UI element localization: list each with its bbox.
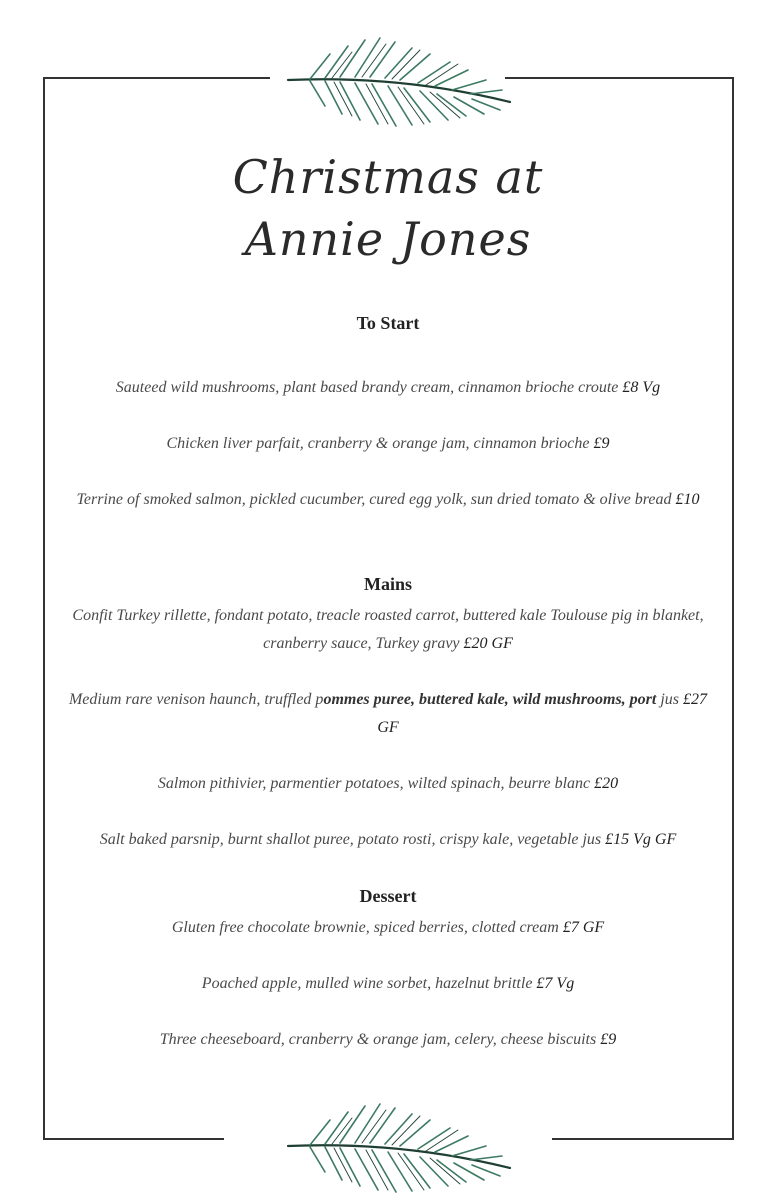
item-price: £20 GF — [463, 635, 513, 652]
item-description: Terrine of smoked salmon, pickled cucumber, cured egg yolk, sun dried tomato & olive bread — [76, 491, 672, 508]
item-price: £8 Vg — [622, 379, 661, 396]
item-description: Medium rare venison haunch, truffled p — [68, 691, 324, 708]
pine-sprig-icon — [280, 1096, 520, 1196]
frame-top-left — [43, 77, 270, 79]
item-price: £9 — [593, 435, 610, 452]
item-price: £7 GF — [562, 919, 605, 936]
menu-title-line-2: Annie Jones — [244, 212, 532, 266]
menu-item — [60, 826, 716, 854]
item-description: Gluten free chocolate brownie, spiced berries, clotted cream — [171, 919, 559, 936]
section-heading-dessert: Dessert — [359, 886, 417, 906]
item-description: Chicken liver parfait, cranberry & orange jam, cinnamon brioche — [166, 435, 590, 452]
item-description: Salt baked parsnip, burnt shallot puree, potato rosti, crispy kale, vegetable jus — [99, 831, 602, 848]
item-description-end: jus — [660, 691, 680, 708]
frame-top-right — [505, 77, 734, 79]
item-description: Poached apple, mulled wine sorbet, hazelnut brittle — [201, 975, 533, 992]
menu-item — [60, 1026, 716, 1054]
section-heading-mains: Mains — [363, 574, 412, 594]
menu-item — [60, 486, 716, 514]
menu-item — [60, 770, 716, 798]
menu-item — [60, 970, 716, 998]
frame-bottom-right — [552, 1138, 734, 1140]
item-price: £10 — [675, 491, 700, 508]
pine-sprig-icon — [280, 30, 520, 130]
item-description: Confit Turkey rillette, fondant potato, treacle roasted carrot, buttered kale Toulouse pig in blanket, cranberry sauce, Turkey gravy — [72, 607, 704, 652]
item-description: Three cheeseboard, cranberry & orange jam, celery, cheese biscuits — [159, 1031, 597, 1048]
menu-item — [60, 374, 716, 402]
menu-item — [60, 430, 716, 458]
item-description-bold: ommes puree, buttered kale, wild mushrooms, port — [323, 691, 657, 708]
item-price: £27 GF — [377, 691, 708, 736]
section-heading-start: To Start — [356, 313, 420, 333]
menu-item — [60, 914, 716, 942]
item-description: Salmon pithivier, parmentier potatoes, wilted spinach, beurre blanc — [157, 775, 591, 792]
item-price: £7 Vg — [536, 975, 575, 992]
menu-title-line-1: Christmas at — [232, 150, 544, 204]
frame-bottom-left — [43, 1138, 224, 1140]
item-description: Sauteed wild mushrooms, plant based brandy cream, cinnamon brioche croute — [115, 379, 619, 396]
item-price: £20 — [594, 775, 619, 792]
menu-item — [60, 602, 716, 658]
item-price: £15 Vg GF — [605, 831, 677, 848]
menu-item — [60, 686, 716, 742]
item-price: £9 — [600, 1031, 617, 1048]
